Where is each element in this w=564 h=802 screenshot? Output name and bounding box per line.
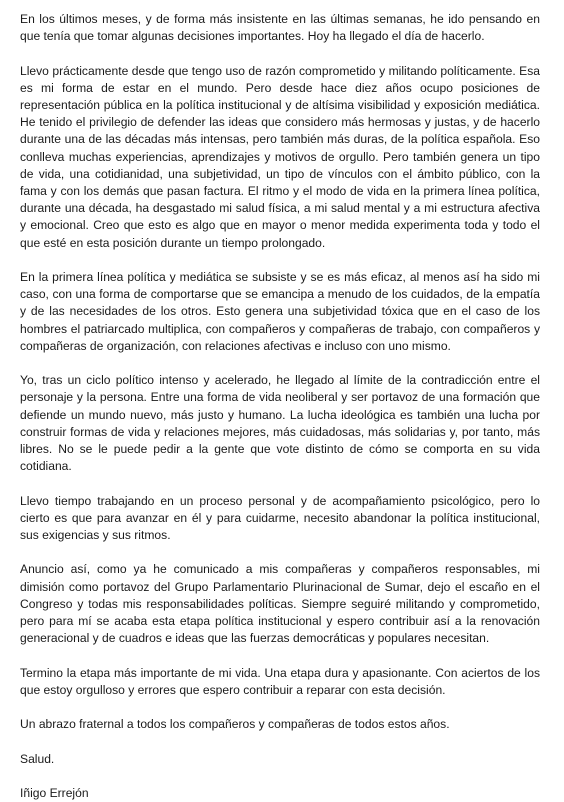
paragraph-ending-stage: Termino la etapa más importante de mi vida. Una etapa dura y apasionante. Con aciertos de los que estoy orgulloso y errores que espero contribuir a reparar con esta decisión. xyxy=(20,665,540,697)
paragraph-resignation: Anuncio así, como ya he comunicado a mis compañeras y compañeros responsables, mi dimisión como portavoz del Grupo Parlamentario Plurinacional de Sumar, dejo el escaño en el Congreso y todas mis responsabilidades políticas. Siempre seguiré militando y comprometido, pero para mí se acaba esta etapa política institucional y espero contribuir así a la renovación generacional y de cuadros e ideas que las fuerzas democráticas y populares necesitan. xyxy=(20,562,540,646)
closing-salutation: Salud. xyxy=(20,751,55,766)
letter-body xyxy=(20,11,540,802)
paragraph-farewell: Un abrazo fraternal a todos los compañeros y compañeras de todos estos años. xyxy=(20,717,450,732)
paragraph-personal-process: Llevo tiempo trabajando en un proceso personal y de acompañamiento psicológico, pero lo cierto es que para avanzar en él y para cuidarme, necesito abandonar la política institucional, sus exigencias y sus ritmos. xyxy=(20,493,540,543)
signature: Iñigo Errejón xyxy=(20,786,89,800)
paragraph-contradiction: Yo, tras un ciclo político intenso y acelerado, he llegado al límite de la contradicción entre el personaje y la persona. Entre una forma de vida neoliberal y ser portavoz de una formación que defiende un mundo nuevo, más justo y humano. La lucha ideológica es también una lucha por construir formas de vida y relaciones mejores, más cuidadosas, más solidarias y, por tanto, más libres. No se le puede pedir a la gente que vote distinto de cómo se comporta en su vida cotidiana. xyxy=(20,373,540,474)
paragraph-front-line: En la primera línea política y mediática se subsiste y se es más eficaz, al menos así ha sido mi caso, con una forma de comportarse que se emancipa a menudo de los cuidados, de la empatía y de las necesidades de los otros. Esto genera una subjetividad tóxica que en el caso de los hombres el patriarcado multiplica, con compañeros y compañeras de trabajo, con compañeros y compañeras de organización, con relaciones afectivas e incluso con uno mismo. xyxy=(20,270,540,353)
paragraph-commitment: Llevo prácticamente desde que tengo uso de razón comprometido y militando políticamente. Esa es mi forma de estar en el mundo. Pero desde hace diez años ocupo posiciones de representación pública en la política institucional y de altísima visibilidad y exposición mediática. He tenido el privilegio de defender las ideas que considero más hermosas y justas, y de hacerlo durante una de las décadas más intensas, pero también más duras, de la política española. Eso conlleva muchas experiencias, aprendizajes y motivos de orgullo. Pero también genera un tipo de vida, una cotidianidad, una subjetividad, un tipo de vínculos con el ámbito público, con la fama y con los demás que pasan factura. El ritmo y el modo de vida en la primera línea política, durante una década, ha desgastado mi salud física, a mi salud mental y a mi estructura afectiva y emocional. Creo que esto es algo que en mayor o menor medida experimenta toda y todo el que esté en esta posición durante un tiempo prolongado. xyxy=(20,63,540,250)
paragraph-intro: En los últimos meses, y de forma más insistente en las últimas semanas, he ido pensando en que tenía que tomar algunas decisiones importantes. Hoy ha llegado el día de hacerlo. xyxy=(20,12,540,44)
